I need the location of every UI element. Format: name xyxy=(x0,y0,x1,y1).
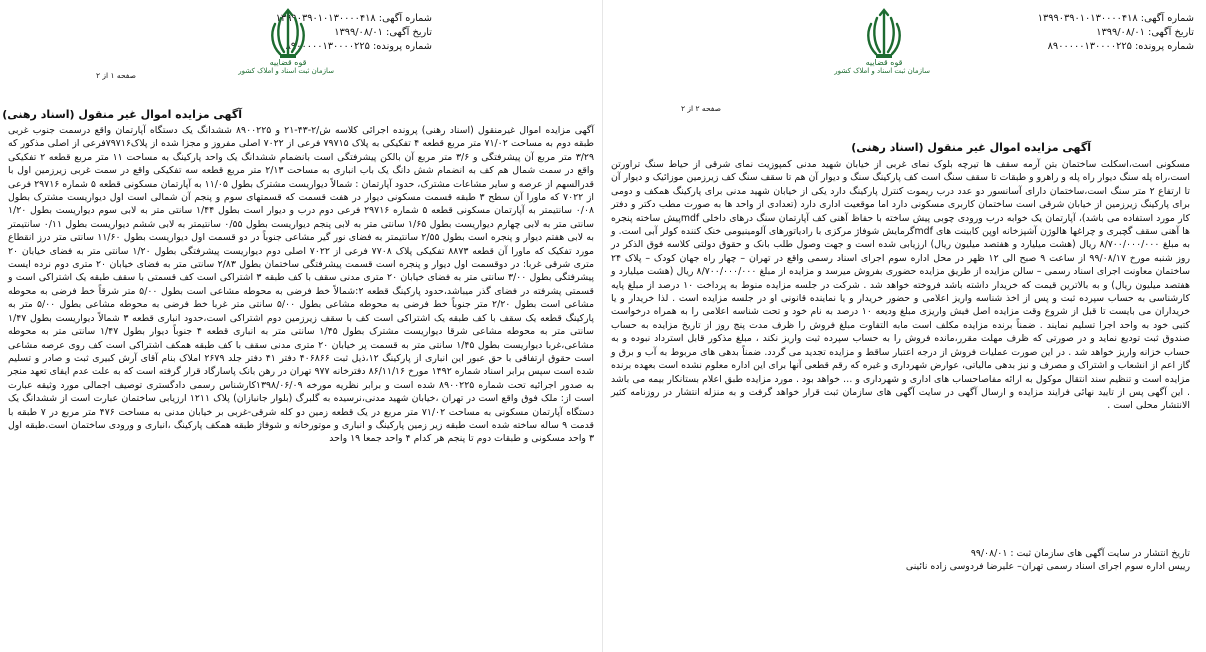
judiciary-emblem-icon xyxy=(864,8,904,60)
notice-body-text: مسکونی است،اسکلت ساختمان بتن آرمه سقف ها تیرچه بلوک نمای غربی از خیابان شهید مدنی کمپوزیت نمای شرقی از حیاط سنگ تراورتن است،راه پله سنگ دیوار راه پله و راهرو و طبقات تا سقف سنگ است کف پارکینگ سنگ و دیوار آن هم تا سقف سنگ کف زیرزمین موزائیک و دیوار آن تا ارتفاع ۲ متر سنگ است،ساختمان دارای آسانسور دو عدد درب ریموت کنترل پارکینگ دارد یکی از خیابان شهید مدنی برای پارکینگ همکف و دومی برای پارکینگ زیرزمین از خیابان شرقی است ساختمان کاربری مسکونی دارد اما موقعیت اداری دارد (تعدادی از واحد ها به صورت مطب دکتر و دفتر کار مورد استفاده می باشد)، آپارتمان یک خوابه درب ورودی چوبی پیش ساخته با حفاظ آهنی کف آپارتمان سنگ درهای داخلی mdfپیش ساخته پنجره ها آهنی سقف گچبری و چراغها هالوژن آشپزخانه اوپن کابینت های mdfگرمایش شوفاژ مرکزی با رادیاتورهای آلومینیومی خنک کننده کولر آبی است. و به مبلغ ۸/۷۰۰/۰۰۰/۰۰۰ ریال (هشت میلیارد و هفتصد میلیون ریال) ارزیابی شده است و جهت وصول طلب بانک و حقوق دولتی کلاسه فوق الذکر در روز شنبه مورخ ۹۹/۰۸/۱۷ از ساعت ۹ صبح الی ۱۲ ظهر در محل اداره سوم اجرای اسناد رسمی واقع در تهران – چهار راه جهان کودک – پلاک ۲۴ ساختمان معاونت اجرای اسناد رسمی – سالن مزایده از طریق مزایده حضوری بفروش میرسد و مزایده از مبلغ ۸/۷۰۰/۰۰۰/۰۰۰ ریال (هشت میلیارد و هفتصد میلیون ریال) و به بالاترین قیمت که خریدار داشته باشد فروخته خواهد شد . شرکت در جلسه مزایده منوط به پرداخت ۱۰ درصد از مبلغ پایه کارشناسی به حساب سپرده ثبت و پس از اخذ شناسه واریز اعلامی و حضور خریدار و یا نماینده قانونی او در جلسه مزایده است . لذا خریدار و یا خریداران می بایست تا قبل از شروع وقت مزایده اصل فیش واریزی مبلغ ودیعه ۱۰ درصد به نام خود و تحت شناسه اعلامی را به همراه درخواست کتبی خود به واحد اجرا تسلیم نمایند . ضمناً برنده مزایده مکلف است مابه التفاوت مبلغ فروش را ظرف مدت پنج روز از تاریخ مزایده به حساب صندوق ثبت تودیع نماید و در صورتی که ظرف مهلت مقرر،مانده فروش را به حساب سپرده ثبت واریز نکند ، مبلغ مذکور قابل استرداد نبوده و به حساب خزانه واریز خواهد شد . در این صورت عملیات فروش از درجه اعتبار ساقط و مزایده تجدید می گردد. ضمناً بدهی های مربوط به آب و برق و گاز اعم از انشعاب و اشتراک و مصرف و نیز بدهی مالیاتی، عوارض شهرداری و غیره که رقم قطعی آنها برای این اداره معلوم نشده است بعهده برنده مزایده است و تنظیم سند انتقال موکول به ارائه مفاصاحساب های اداری و شهرداری و … خواهد بود . مورد مزایده طبق اعلام بستانکار بیمه می باشد . این آگهی پس از تایید نهائی فرایند مزایده و ارسال آگهی در سایت آگهی های سازمان ثبت قرار خواهد گرفت و به منزله انتشار در روزنامه کثیر الانتشار محلی است . xyxy=(611,159,1191,412)
notice-meta xyxy=(1038,12,1194,54)
judiciary-logo xyxy=(238,8,334,96)
page-number: صفحه ۲ از ۲ xyxy=(681,104,721,113)
judiciary-logo xyxy=(834,8,930,96)
notice-title: آگهی مزایده اموال غیر منقول (اسناد رهنی) xyxy=(851,141,1091,154)
page-number: صفحه ۱ از ۲ xyxy=(96,71,136,80)
org-name: قوه قضاییه سازمان ثبت اسناد و املاک کشور xyxy=(834,58,930,75)
signature: رییس اداره سوم اجرای اسناد رسمی تهران– علیرضا فردوسی زاده نائینی xyxy=(905,561,1190,573)
org-subtitle: سازمان ثبت اسناد و املاک کشور xyxy=(238,67,334,75)
notice-date: تاریخ آگهی: ۱۳۹۹/۰۸/۰۱ xyxy=(1096,27,1194,38)
file-number: شماره پرونده: ۸۹۰۰۰۰۰۱۳۰۰۰۰۲۲۵ xyxy=(285,41,432,52)
notice-number: شماره آگهی: ۱۳۹۹۰۳۹۰۱۰۱۳۰۰۰۰۴۱۸ xyxy=(275,13,432,24)
org-name: قوه قضاییه سازمان ثبت اسناد و املاک کشور xyxy=(238,58,334,75)
org-subtitle: سازمان ثبت اسناد و املاک کشور xyxy=(834,67,930,75)
notice-body-text: آگهی مزایده اموال غیرمنقول (اسناد رهنی) پرونده اجرائی کلاسه ش/۲-۴۳-۲۱ و ۸۹۰۰۲۲۵ ششدانگ یک دستگاه آپارتمان واقع درسمت جنوب غربی طبقه دوم به مساحت ۷۱/۰۲ متر مربع قطعه ۴ تفکیکی به پلاک ۷۹۷۱۵ فرعی از ۷۰۲۲ اصلی مفروز و مجزا شده از پلاک۷۹۷۱۶فرعی از اصلی مذکور که ۳/۲۹ متر مربع آن پیشرفتگی و ۳/۶ متر مربع آن بالکن پیشرفتگی است بانضمام ششدانگ یک واحد پارکینگ به مساحت ۱۱ متر مربع قطعه ۲ تفکیکی واقع در سمت شمال هم کف به انضمام شش دانگ یک باب انباری به مساحت ۲/۱۳ متر مربع قطعه سه تفکیکی واقع در سمت غربی زیرزمین اول با قدرالسهم از عرصه و سایر مشاعات مشترک، حدود آپارتمان : شمالاً دیواریست مشترک بطول ۱۱/۰۵ به آپارتمان مسکونی قطعه ۵ شماره ۲۹۷۱۶ فرعی از ۷۰۲۲ که ماورا آن سطح ۳ طبقه قسمت مسکونی دیوار در هفت قسمت که قسمتهای سوم و پنجم آن شمالی است اول دیواریست مشترک بطول ۰/۰۸ سانتیمتر به آپارتمان مسکونی قطعه ۵ شماره ۲۹۷۱۶ فرعی دوم درب و دیوار است بطول ۱/۴۴ سانتی متر به لابی سوم دیواریست بطول ۱/۲۰ سانتی متر به لابی چهارم دیواریست بطول ۱/۶۵ سانتی متر به لابی پنجم دیواریست بطول ۰/۵۵ سانتیمتر به لابی ششم دیواریست بطول ۰/۱۱ سانتیمتر به لابی هفتم دیوار و پنجره است بطول ۲/۵۵ سانتیمتر به فضای نور گیر مشاعی جنوباً در دو قسمت اول دیواریست بطول ۱۱/۶۰ سانتی متر درز انقطاع مورد تفکیک که ماورا آن قطعه ۸۸۷۳ تفکیکی پلاک ۷۷۰۸ فرعی از ۷۰۲۲ اصلی دوم دیواریست پیشرفتگی بطول ۱/۲۰ سانتی متر به فضای خیابان ۲۰ متری شرقی غربا: در دوقسمت اول دیوار و پنجره است قسمت پیشرفتگی ساختمان بطول ۲/۸۳ سانتی متر به فضای خیابان ۲۰ متری دوم نرده ایست پیشرفتگی بطول ۳/۰۰ سانتی متر به فضای خیابان ۲۰ متری مدنی سقف با کف طبقه ۳ اشتراکی است کف قسمتی با سقف طبقه یک اشتراکی است و قسمتی پشرفته در فضای گذر میباشد،حدود پارکینگ قطعه ۲:شمالاً خط فرضی به محوطه مشاعی است بطول ۵/۰۰ متر شرقاً خط فرضی به محوطه مشاعی است بطول ۲/۲۰ متر جنوباً خط فرضی به محوطه مشاعی بطول ۵/۰۰ سانتی متر غربا خط فرضی به محوطه مشاعی بطول ۵/۰۰ متر به پارکینگ قطعه یک سقف با کف طبقه یک اشتراکی است کف با سقف زیرزمین دوم اشتراکی است،حدود انباری قطعه ۳ شمالاً دیواریست بطول ۱/۴۷ سانتی متر به محوطه مشاعی شرقا دیواریست مشترک بطول ۱/۴۵ سانتی متر به انباری قطعه ۴ جنوباً دیوار بطول ۱/۴۷ سانتی متر به محوطه مشاعی،غربا دیواریست بطول ۱/۴۵ سانتی متر به قسمت پر خیابان ۲۰ متری مدنی سقف با کف طبقه همکف اشتراکی است کف روی عرصه مشاعی است حقوق ارتفاقی با حق عبور این انباری از پارکینگ ۱۲،ذیل ثبت ۴۰۶۸۶۶ دفتر ۴۱ دفتر جلد ۲۶۷۹ املاک بنام آقای آرش کبیری ثبت و صادر و تسلیم شده است سپس برابر اسناد شماره ۱۴۹۲ مورخ ۸۶/۱۱/۱۶ دفترخانه ۹۷۷ تهران در رهن بانک پاسارگاد قرار گرفته است که به علت عدم ایفای تعهد منجر به صدور اجرائیه تحت شماره ۸۹۰۰۲۲۵ شده است و برابر نظریه مورخه ۱۳۹۸/۰۶/۰۹کارشناس رسمی دادگستری توصیف اجمالی مورد وثیقه عبارت است از: ملک فوق واقع است در تهران ،خیابان شهید مدنی،نرسیده به گلبرگ (بلوار جانبازان) پلاک ۱۲۱۱ ارزیابی ساختمان عبارت است از ششدانگ یک دستگاه آپارتمان مسکونی به مساحت ۷۱/۰۲ متر مربع در یک قطعه زمین دو کله شرقی-غربی بر خیابان مدنی به مساحت ۴۷۶ متر مربع در ۷ طبقه با قدمت ۹ ساله ساخته شده است طبقه زیر زمین پارکینگ و انباری و موتورخانه و شوفاژ طبقه همکف پارکینگ ،انباری و ورودی ساختمان است.طبقه اول ۳ واحد مسکونی و طبقات دوم تا پنجم هر کدام ۴ واحد جمعا ۱۹ واحد xyxy=(8,125,595,445)
notice-title: آگهی مزایده اموال غیر منقول (اسناد رهنی) xyxy=(2,108,242,121)
notice-body xyxy=(8,124,594,446)
notice-footer xyxy=(611,547,1190,574)
notice-number: شماره آگهی: ۱۳۹۹۰۳۹۰۱۰۱۳۰۰۰۰۴۱۸ xyxy=(1037,13,1194,24)
publish-date: تاریخ انتشار در سایت آگهی های سازمان ثبت : ۹۹/۰۸/۰۱ xyxy=(970,548,1190,559)
judiciary-emblem-icon xyxy=(268,8,308,60)
notice-page-2 xyxy=(603,0,1206,652)
notice-body xyxy=(611,158,1190,413)
notice-date: تاریخ آگهی: ۱۳۹۹/۰۸/۰۱ xyxy=(334,27,432,38)
file-number: شماره پرونده: ۸۹۰۰۰۰۰۱۳۰۰۰۰۲۲۵ xyxy=(1047,41,1194,52)
